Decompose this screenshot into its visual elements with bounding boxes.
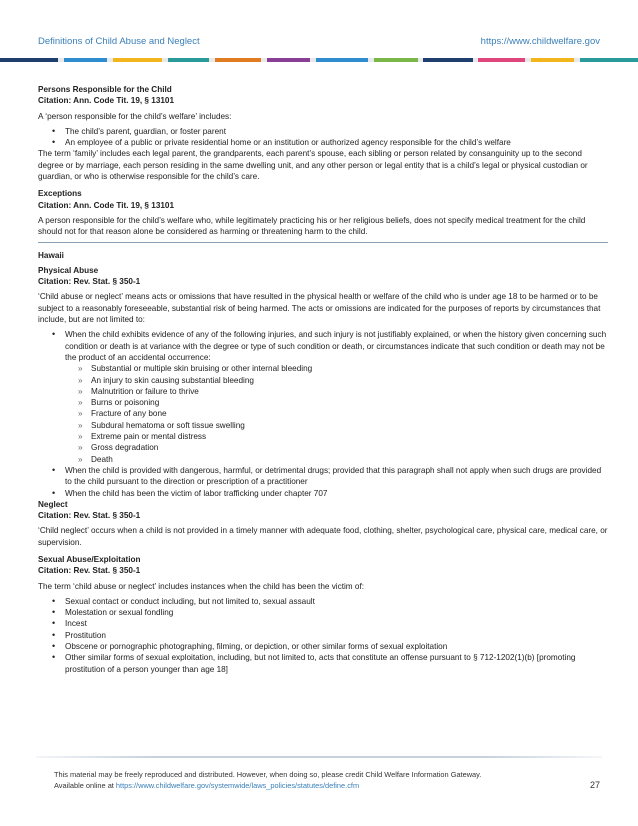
list-item-text: When the child exhibits evidence of any of the following injuries, and such injury is not justifiably explained, or when the history given concerning such condition or death is at variance with the degree or type of such condition or death, or circumstances indicate that such condition or death may not be the product of an accidental occurrence:	[65, 330, 607, 362]
list-item: • Other similar forms of sexual exploitation, including, but not limited to, acts that constitute an offense pursuant to § 712-1202(1)(b) [promoting prostitution of a person younger than age 18]	[52, 652, 608, 675]
list-item: • When the child has been the victim of labor trafficking under chapter 707	[52, 488, 608, 499]
section-heading: Physical Abuse	[38, 265, 99, 275]
sub-list-item: » Substantial or multiple skin bruising or other internal bleeding	[78, 363, 608, 374]
state-heading: Hawaii	[38, 250, 64, 260]
list-item	[52, 329, 608, 465]
page-number: 27	[589, 780, 600, 790]
paragraph: A person responsible for the child’s welfare who, while legitimately practicing his or her religious beliefs, does not specify medical treatment for the child should not for that reason alone be considered as harming or threatening harm to the child.	[38, 215, 586, 237]
sub-list-item: » Malnutrition or failure to thrive	[78, 386, 608, 397]
list-item: • An employee of a public or private residential home or an institution or authorized agency responsible for the child’s welfare	[52, 137, 608, 148]
section-divider	[38, 242, 608, 243]
paragraph: A ‘person responsible for the child’s welfare’ includes:	[38, 111, 232, 121]
color-bar-segment	[0, 58, 58, 62]
list-item: • Molestation or sexual fondling	[52, 607, 608, 618]
sub-list-item: » Burns or poisoning	[78, 397, 608, 408]
page-footer	[54, 770, 600, 791]
document-title: Definitions of Child Abuse and Neglect	[38, 36, 200, 47]
sub-list-item: » Gross degradation	[78, 442, 608, 453]
document-body	[38, 84, 608, 675]
color-bar-segment	[267, 58, 311, 62]
sub-list-item: » Extreme pain or mental distress	[78, 431, 608, 442]
header-url-link[interactable]: https://www.childwelfare.gov	[480, 36, 600, 47]
section-citation: Citation: Rev. Stat. § 350-1	[38, 277, 141, 287]
sub-list	[65, 363, 608, 465]
color-bar-segment	[64, 58, 108, 62]
section-citation: Citation: Ann. Code Tit. 19, § 13101	[38, 200, 175, 210]
header-color-bar	[0, 58, 638, 62]
list-item: • When the child is provided with dangerous, harmful, or detrimental drugs; provided that this paragraph shall not apply when such drugs are provided to the child pursuant to the direction or prescription of a practitioner	[52, 465, 608, 488]
color-bar-segment	[478, 58, 524, 62]
footer-divider	[36, 756, 602, 758]
sub-list-item: » Death	[78, 454, 608, 465]
color-bar-segment	[580, 58, 638, 62]
list-item: • Sexual contact or conduct including, but not limited to, sexual assault	[52, 596, 608, 607]
color-bar-segment	[215, 58, 261, 62]
section-heading: Exceptions	[38, 189, 82, 199]
sub-list-item: » Subdural hematoma or soft tissue swelling	[78, 420, 608, 431]
section-heading: Persons Responsible for the Child	[38, 85, 172, 94]
list-item: • Obscene or pornographic photographing, filming, or depiction, or other similar forms of sexual exploitation	[52, 641, 608, 652]
section-heading: Neglect	[38, 499, 68, 509]
page-header	[38, 36, 600, 47]
footer-available-label: Available online at	[54, 780, 116, 790]
color-bar-segment	[113, 58, 162, 62]
bullet-list	[38, 126, 608, 149]
paragraph: The term ‘family’ includes each legal parent, the grandparents, each parent’s spouse, each sibling or person related by consanguinity up to the second degree or by marriage, each person residing in the same dwelling unit, and any other person or legal entity that is a child’s legal or physical custodian or guardian, or who is otherwise responsible for the child’s care.	[38, 149, 588, 182]
section-citation: Citation: Ann. Code Tit. 19, § 13101	[38, 96, 175, 106]
paragraph: ‘Child abuse or neglect’ means acts or omissions that have resulted in the physical health or welfare of the child who is under age 18 to be harmed or to be subject to a reasonably foreseeable, substantial risk of being harmed. The acts or omissions are indicated for the purposes of reports by circumstances that include, but are not limited to:	[38, 292, 601, 325]
section-citation: Citation: Rev. Stat. § 350-1	[38, 566, 141, 576]
paragraph: The term ‘child abuse or neglect’ includes instances when the child has been the victim of:	[38, 581, 365, 591]
footer-source-link[interactable]: https://www.childwelfare.gov/systemwide/laws_policies/statutes/define.cfm	[115, 780, 360, 790]
list-item: • Incest	[52, 618, 608, 629]
list-item: • The child’s parent, guardian, or foster parent	[52, 126, 608, 137]
paragraph: ‘Child neglect’ occurs when a child is not provided in a timely manner with adequate food, clothing, shelter, psychological care, physical care, medical care, or supervision.	[38, 526, 608, 547]
section-heading: Sexual Abuse/Exploitation	[38, 554, 141, 564]
color-bar-segment	[423, 58, 472, 62]
color-bar-segment	[316, 58, 368, 62]
bullet-list	[38, 329, 608, 498]
color-bar-segment	[531, 58, 575, 62]
sub-list-item: » An injury to skin causing substantial bleeding	[78, 375, 608, 386]
list-item: • Prostitution	[52, 630, 608, 641]
footer-credit-text: This material may be freely reproduced and distributed. However, when doing so, please credit Child Welfare Information Gateway.	[54, 770, 482, 779]
color-bar-segment	[374, 58, 418, 62]
footer-availability	[54, 781, 600, 792]
sub-list-item: » Fracture of any bone	[78, 408, 608, 419]
bullet-list	[38, 596, 608, 675]
color-bar-segment	[168, 58, 209, 62]
section-citation: Citation: Rev. Stat. § 350-1	[38, 511, 141, 521]
